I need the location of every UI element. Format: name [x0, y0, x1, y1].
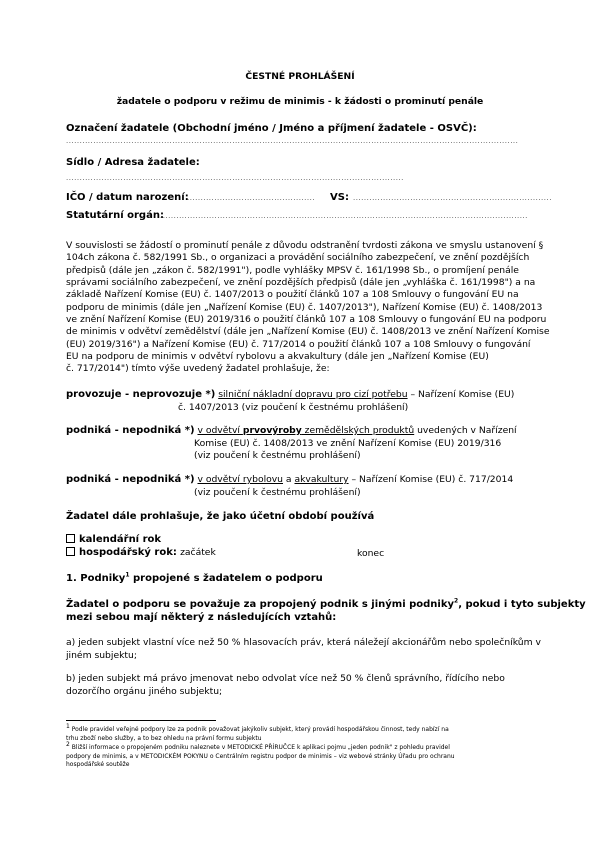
intro-line: EU na podporu de minimis v odvětví rybolovu a akvakultury (dále jen „Nařízení Komise (EU) [66, 351, 489, 362]
intro-line: ve znění Nařízení Komise (EU) 2019/316 o použití článků 107 a 108 Smlouvy o fungování EU na podporu [66, 314, 547, 325]
intro-line: správami sociálního zabezpečení, ve znění pozdějších předpisů (dále jen „vyhláška č. 161/1998") a na [66, 277, 536, 288]
statutory-label: Statutární orgán: [66, 210, 164, 221]
declaration-agriculture-line2: Komise (EU) č. 1408/2013 ve znění Nařízení Komise (EU) 2019/316 [194, 438, 502, 449]
intro-line: základě Nařízení Komise (EU) č. 1407/2013 o použití článků 107 a 108 Smlouvy o fungování EU na [66, 289, 519, 300]
footnote-divider [66, 720, 216, 721]
applicant-dots[interactable]: ...................................................................................................................................................................... [66, 137, 519, 145]
intro-line: 104ch zákona č. 582/1991 Sb., o organizaci a provádění sociálního zabezpečení, ve znění pozdějších [66, 252, 530, 263]
document-subtitle: žadatele o podporu v režimu de minimis - k žádosti o prominutí penále [116, 96, 484, 107]
ico-label: IČO / datum narození: [66, 192, 189, 203]
seat-dots[interactable]: ............................................................................................................................ [66, 174, 404, 182]
condition-b-line2: dozorčího orgánu jiného subjektu; [66, 686, 223, 697]
intro-line: podporu de minimis (dále jen „Nařízení Komise (EU) č. 1407/2013"), Nařízení Komise (EU) č. 1408/2013 [66, 302, 543, 313]
option-fiscal-year[interactable]: hospodářský rok: začátek [66, 547, 216, 558]
statutory-dots[interactable]: ....................................................................................................................................... [160, 212, 528, 220]
declaration-fishery: podniká - nepodniká *) v odvětví rybolovu a akvakultury – Nařízení Komise (EU) č. 717/2014 [66, 474, 514, 485]
fiscal-start: začátek [180, 547, 216, 558]
footnote-2: $^2$ Bližší informace o propojeném podniku naleznete v METODICKÉ PŘÍRUČCE k aplikaci pojmu „jeden podnik" z pohledu pravidel podpory de minimis, a v METODICKÉM POKYNU o Centrálním registru podpor de minimis – viz webové stránky Úřadu pro ochranu hospodářské soutěže [66, 741, 455, 769]
transport-link[interactable]: silniční nákladní dopravu pro cizí potřebu [218, 389, 408, 400]
intro-line: de minimis v odvětví zemědělství (dále jen „Nařízení Komise (EU) č. 1408/2013 ve znění Nařízení Komise [66, 326, 550, 337]
checkbox[interactable] [66, 534, 75, 543]
applicant-label: Označení žadatele (Obchodní jméno / Jméno a příjmení žadatele - OSVČ): [66, 123, 477, 134]
declaration-agriculture-line3: (viz poučení k čestnému prohlášení) [194, 450, 361, 461]
fiscal-end: konec [357, 548, 385, 559]
declaration-choice[interactable]: podniká - nepodniká *) [66, 425, 195, 436]
condition-a: a) jeden subjekt vlastní více než 50 % hlasovacích práv, která náležejí akcionářům nebo společníkům v [66, 637, 541, 648]
declaration-fishery-line2: (viz poučení k čestnému prohlášení) [194, 487, 361, 498]
declaration-choice[interactable]: provozuje - neprovozuje *) [66, 389, 216, 400]
option-calendar-year[interactable]: kalendářní rok [66, 534, 161, 545]
document-title: ČESTNÉ PROHLÁŠENÍ [245, 71, 355, 82]
period-heading: Žadatel dále prohlašuje, že jako účetní období používá [66, 511, 375, 522]
intro-line: č. 717/2014") tímto výše uvedený žadatel prohlašuje, že: [66, 363, 330, 374]
declaration-choice[interactable]: podniká - nepodniká *) [66, 474, 195, 485]
condition-a-line2: jiném subjektu; [66, 650, 137, 661]
section-1-question: Žadatel o podporu se považuje za propojený podnik s jinými podniky$^2$, pokud i tyto subjekty [66, 597, 586, 610]
vs-label: VS: [330, 192, 349, 203]
intro-line: (EU) 2019/316") a Nařízení Komise (EU) č. 717/2014 o použití článků 107 a 108 Smlouvy o fungování [66, 339, 531, 350]
declaration-transport-line2: č. 1407/2013 (viz poučení k čestnému prohlášení) [178, 402, 409, 413]
intro-line: předpisů (dále jen „zákon č. 582/1991"), podle vyhlášky MPSV č. 161/1998 Sb., o promíjení penále [66, 265, 519, 276]
intro-line: V souvislosti se žádostí o prominutí penále z důvodu odstranění tvrdosti zákona ve smyslu ustanovení § [66, 240, 544, 251]
vs-dots[interactable]: ......................................................................... [353, 194, 552, 202]
seat-label: Sídlo / Adresa žadatele: [66, 157, 200, 168]
section-1-heading: 1. Podniky$^1$ propojené s žadatelem o podporu [66, 571, 323, 584]
declaration-transport: provozuje - neprovozuje *) silniční nákladní dopravu pro cizí potřebu – Nařízení Komise (EU) [66, 389, 515, 400]
checkbox[interactable] [66, 547, 75, 556]
footnote-1: $^1$ Podle pravidel veřejné podpory lze za podnik považovat jakýkoliv subjekt, který provádí hospodářskou činnost, tedy nabízí na trhu zboží nebo služby, a to bez ohledu na právní formu subjektu [66, 723, 449, 742]
declaration-agriculture: podniká - nepodniká *) v odvětví prvovýroby zemědělských produktů uvedených v Nařízení [66, 425, 517, 436]
ico-dots[interactable]: ............................................... [187, 194, 316, 202]
section-1-question-line2: mezi sebou mají některý z následujících vztahů: [66, 612, 337, 623]
condition-b: b) jeden subjekt má právo jmenovat nebo odvolat více než 50 % členů správního, řídícího nebo [66, 673, 505, 684]
